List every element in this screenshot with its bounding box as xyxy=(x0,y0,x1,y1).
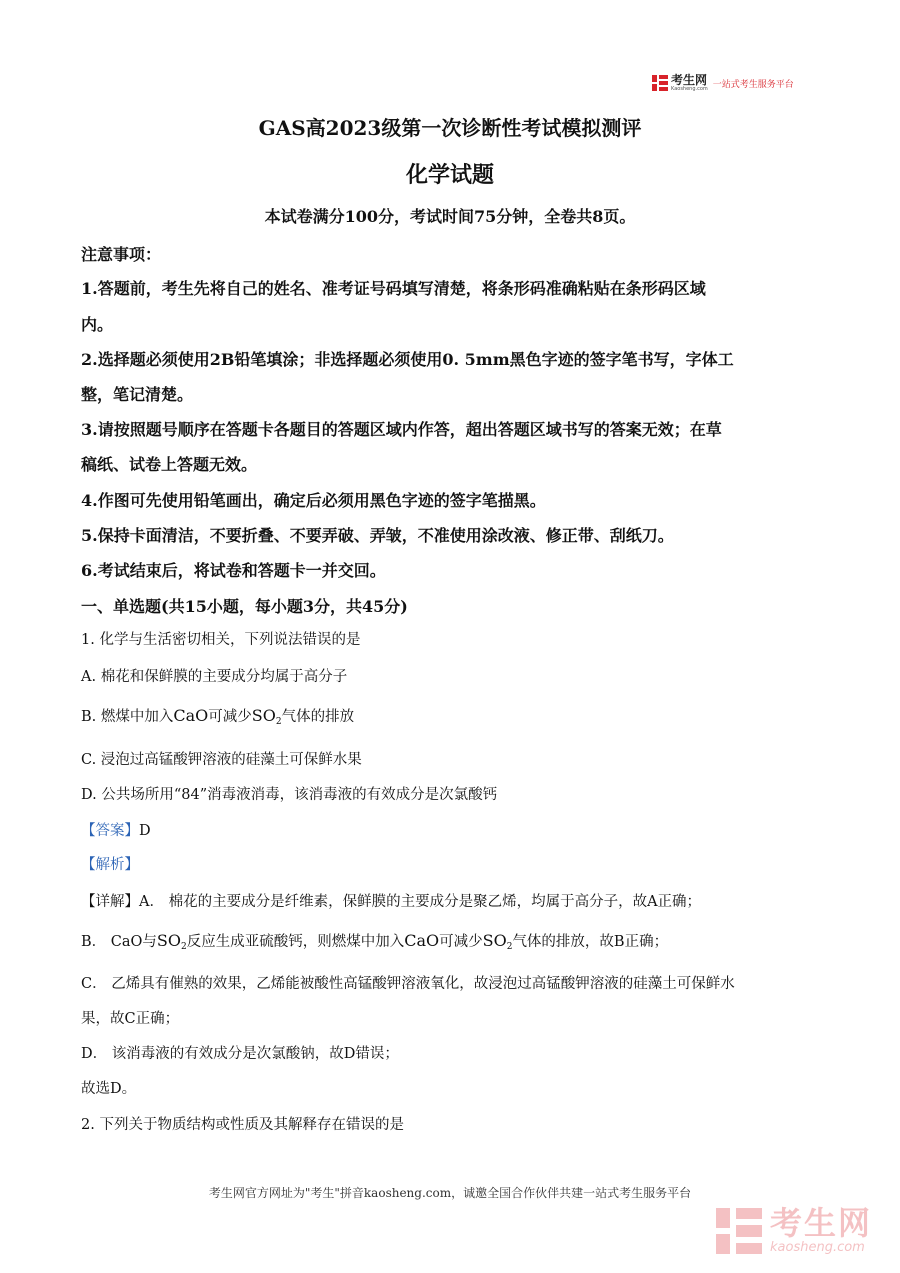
section-heading: 一、单选题(共15小题，每小题3分，共45分) xyxy=(81,597,408,616)
logo-sub: Kaosheng.com xyxy=(671,86,708,92)
analysis-label: 【解析】 xyxy=(81,857,139,873)
detail-b-text: B． CaO与 xyxy=(81,934,157,950)
detail-d: D． 该消毒液的有效成分是次氯酸钠，故D错误； xyxy=(81,1046,399,1062)
notice-line: 4.作图可先使用铅笔画出，确定后必须用黑色字迹的签字笔描黑。 xyxy=(81,491,546,510)
option-b-text: B. 燃煤中加入 xyxy=(81,709,174,725)
page-footer: 考生网官方网址为"考生"拼音kaosheng.com，诚邀全国合作伙伴共建一站式考生服务平台 xyxy=(208,1186,692,1200)
question-1-option-d: D. 公共场所用“84”消毒液消毒，该消毒液的有效成分是次氯酸钙 xyxy=(81,787,498,803)
detail-b xyxy=(81,930,668,952)
detail-label: 【详解】 xyxy=(81,894,139,910)
notice-line: 5.保持卡面清洁，不要折叠、不要弄破、弄皱，不准使用涂改液、修正带、刮纸刀。 xyxy=(81,526,674,545)
formula-so2: SO xyxy=(251,706,276,725)
detail-a xyxy=(81,890,701,911)
option-b-text: 气体的排放 xyxy=(281,709,355,725)
logo-name: 考生网 xyxy=(671,73,708,87)
notice-line: 整，笔记清楚。 xyxy=(81,385,194,404)
notice-heading: 注意事项： xyxy=(81,245,162,264)
detail-b-text: 反应生成亚硫酸钙，则燃煤中加入 xyxy=(186,934,405,950)
question-1-stem: 1. 化学与生活密切相关，下列说法错误的是 xyxy=(81,632,361,648)
question-1-option-a: A. 棉花和保鲜膜的主要成分均属于高分子 xyxy=(81,669,348,685)
notice-line: 内。 xyxy=(81,315,114,334)
notice-line: 1.答题前，考生先将自己的姓名、准考证号码填写清楚，将条形码准确粘贴在条形码区域 xyxy=(81,279,706,298)
question-2-stem: 2. 下列关于物质结构或性质及其解释存在错误的是 xyxy=(81,1117,404,1133)
exam-info: 本试卷满分100分，考试时间75分钟，全卷共8页。 xyxy=(264,207,636,226)
watermark-sub: kaosheng.com xyxy=(770,1240,865,1255)
formula-so2: SO xyxy=(156,931,181,950)
conclusion: 故选D。 xyxy=(81,1081,137,1097)
header-logo xyxy=(652,72,794,94)
kaosheng-logo-icon xyxy=(652,75,668,91)
notice-line: 6.考试结束后，将试卷和答题卡一并交回。 xyxy=(81,561,386,580)
formula-subscript: 2 xyxy=(180,942,187,952)
detail-b-text: 可减少 xyxy=(439,934,483,950)
watermark-text xyxy=(770,1206,872,1255)
notice-line: 稿纸、试卷上答题无效。 xyxy=(81,455,258,474)
option-b-text: 可减少 xyxy=(208,709,252,725)
formula-subscript: 2 xyxy=(506,942,513,952)
question-1-option-b xyxy=(81,705,354,727)
question-1-option-c: C. 浸泡过高锰酸钾溶液的硅藻土可保鲜水果 xyxy=(81,752,362,768)
notice-line: 2.选择题必须使用2B铅笔填涂；非选择题必须使用0. 5mm黑色字迹的签字笔书写，字体工 xyxy=(81,350,734,369)
notice-line: 3.请按照题号顺序在答题卡各题目的答题区域内作答，超出答题区域书写的答案无效；在草 xyxy=(81,420,722,439)
exam-title: GAS高2023级第一次诊断性考试模拟测评 xyxy=(258,116,642,140)
watermark-name: 考生网 xyxy=(770,1204,873,1242)
detail-a-text: A． 棉花的主要成分是纤维素，保鲜膜的主要成分是聚乙烯，均属于高分子，故A正确； xyxy=(139,894,702,910)
detail-b-text: 气体的排放，故B正确； xyxy=(512,934,669,950)
detail-c-line-2: 果，故C正确； xyxy=(81,1011,180,1027)
detail-c-line-1: C． 乙烯具有催熟的效果，乙烯能被酸性高锰酸钾溶液氧化，故浸泡过高锰酸钾溶液的硅藻土可保鲜水 xyxy=(81,976,735,992)
watermark xyxy=(716,1206,872,1255)
formula-subscript: 2 xyxy=(275,717,282,727)
exam-subject: 化学试题 xyxy=(405,162,494,188)
formula-so2: SO xyxy=(482,931,507,950)
formula-cao: CaO xyxy=(173,706,209,725)
kaosheng-logo-icon xyxy=(716,1208,762,1254)
answer-line xyxy=(81,819,151,840)
formula-cao: CaO xyxy=(404,931,440,950)
logo-slogan: 一站式考生服务平台 xyxy=(712,79,794,90)
answer-value: D xyxy=(139,823,151,839)
answer-label: 【答案】 xyxy=(81,823,139,839)
logo-text xyxy=(671,74,708,92)
